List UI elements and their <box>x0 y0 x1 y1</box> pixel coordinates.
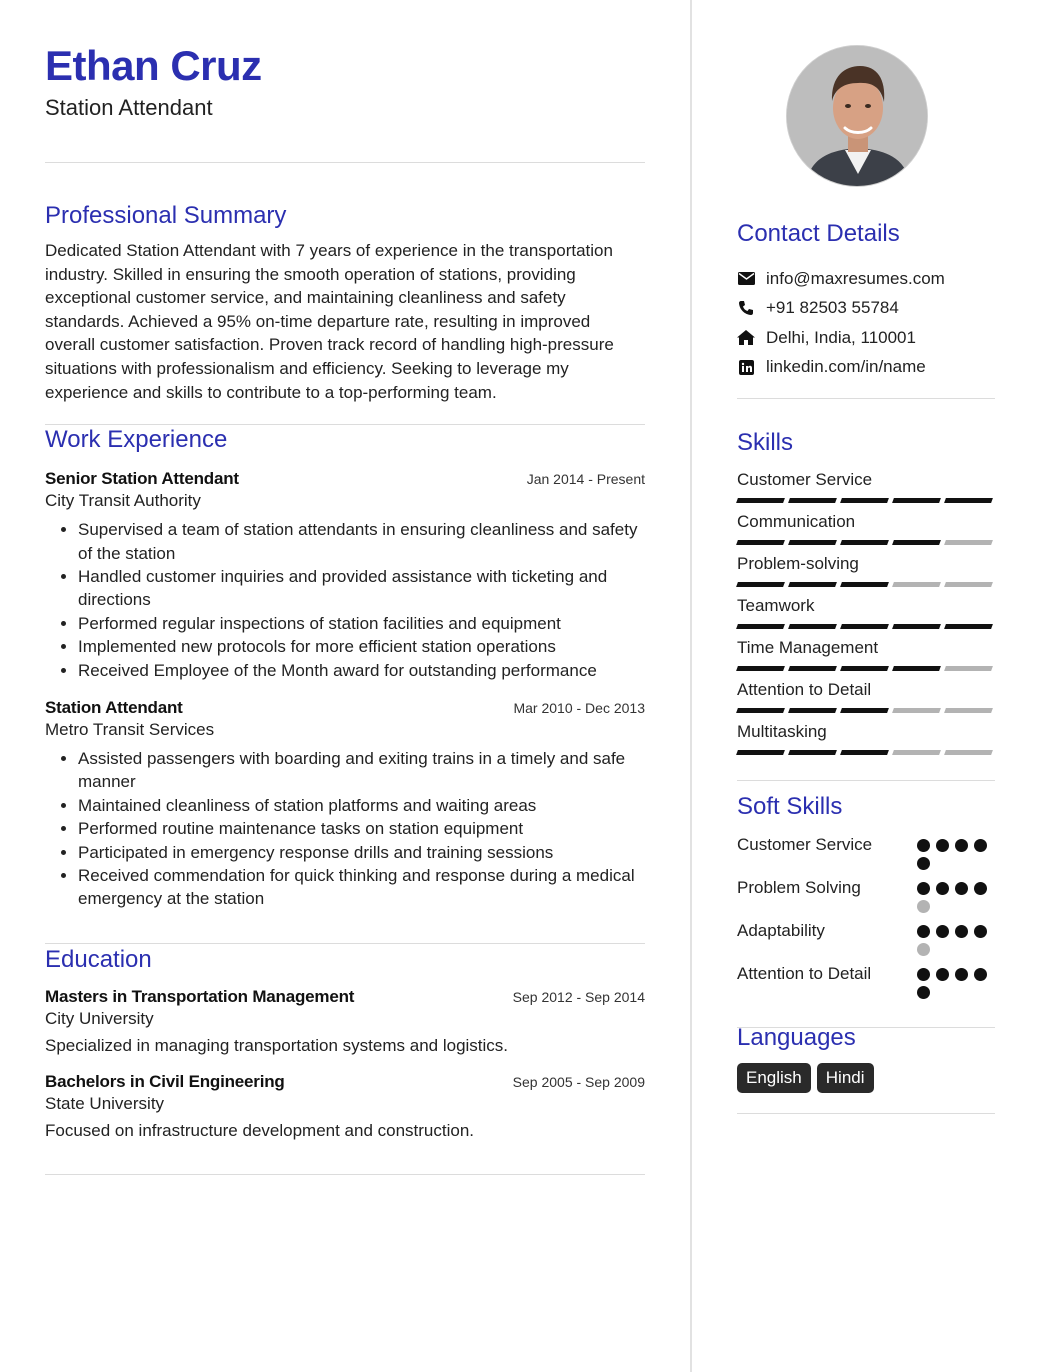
edu-degree: Bachelors in Civil Engineering <box>45 1071 285 1091</box>
skill-level-segment <box>944 582 993 587</box>
skill-item <box>737 553 995 587</box>
skills-divider <box>737 780 995 781</box>
soft-skill-level-dot <box>917 925 930 938</box>
job-bullet: • Participated in emergency response drills and training sessions <box>78 841 645 864</box>
skill-level-segment <box>736 750 785 755</box>
job-role: Station Attendant <box>45 698 183 717</box>
education-section <box>45 945 645 1141</box>
soft-skill-level-dot <box>917 986 930 999</box>
soft-skills-list <box>737 833 995 999</box>
skill-level-segment <box>840 498 889 503</box>
soft-skill-level-dot <box>974 839 987 852</box>
skills-section <box>737 428 995 781</box>
skill-level-segment <box>892 708 941 713</box>
contact-divider <box>737 398 995 399</box>
contact-email[interactable] <box>737 264 995 294</box>
summary-text: Dedicated Station Attendant with 7 years of experience in the transportation industry. Skilled in ensuring the smooth operation of stations, providing exceptional customer service, and maintaining cleanliness and safety standards. Achieved a 95% on-time departure rate, resulting in improved overall customer satisfaction. Proven track record of handling high-pressure situations with professionalism and efficiency. Seeking to leverage my experience and skills to contribute to a top-performing team. <box>45 241 614 402</box>
job-bullet: • Maintained cleanliness of station platforms and waiting areas <box>78 794 645 817</box>
contact-address-text: Delhi, India, 110001 <box>766 327 916 347</box>
soft-skill-name: Adaptability <box>737 921 825 940</box>
skill-level-segment <box>840 582 889 587</box>
education-entry <box>45 987 645 1056</box>
contact-address <box>737 323 995 353</box>
summary-section <box>45 201 645 404</box>
soft-skill-level-dot <box>955 882 968 895</box>
languages-divider <box>737 1113 995 1114</box>
education-entry <box>45 1072 645 1141</box>
contact-linkedin[interactable] <box>737 353 995 383</box>
edu-date: Sep 2005 - Sep 2009 <box>512 1073 645 1090</box>
profile-photo <box>786 45 928 187</box>
job-bullet: • Performed routine maintenance tasks on station equipment <box>78 817 645 840</box>
skill-level-segment <box>788 498 837 503</box>
job-bullet: • Received Employee of the Month award for outstanding performance <box>78 659 645 682</box>
job-bullet: • Received commendation for quick thinking and response during a medical emergency at the station <box>78 864 645 911</box>
envelope-icon <box>737 270 755 288</box>
soft-skill-name: Problem Solving <box>737 878 861 897</box>
skill-level-bars <box>737 582 995 587</box>
job-bullets <box>45 747 645 911</box>
soft-skill-level-dot <box>955 839 968 852</box>
skill-level-segment <box>892 666 941 671</box>
education-heading: Education <box>45 945 152 973</box>
skill-level-segment <box>840 708 889 713</box>
skill-level-segment <box>944 750 993 755</box>
edu-description: Focused on infrastructure development and construction. <box>45 1120 475 1140</box>
job-bullet: • Assisted passengers with boarding and exiting trains in a timely and safe manner <box>78 747 645 794</box>
edu-school: State University <box>45 1093 165 1113</box>
summary-heading: Professional Summary <box>45 202 287 229</box>
skill-level-segment <box>944 498 993 503</box>
contact-section <box>737 219 995 399</box>
soft-skill-level-dot <box>917 839 930 852</box>
soft-skill-level-dot <box>936 839 949 852</box>
skill-level-segment <box>788 624 837 629</box>
skill-level-segment <box>944 666 993 671</box>
job-bullet: • Handled customer inquiries and provided assistance with ticketing and directions <box>78 565 645 612</box>
skill-level-segment <box>788 666 837 671</box>
job-entry <box>45 469 645 682</box>
skill-name: Multitasking <box>737 722 827 741</box>
soft-skill-level-dot <box>955 925 968 938</box>
job-role: Senior Station Attendant <box>45 469 239 489</box>
skill-level-bars <box>737 666 995 671</box>
skill-level-segment <box>892 750 941 755</box>
skill-level-segment <box>892 624 941 629</box>
candidate-name: Ethan Cruz <box>45 42 262 89</box>
experience-section <box>45 425 645 911</box>
edu-school: City University <box>45 1008 154 1028</box>
contact-email-text: info@maxresumes.com <box>766 268 945 288</box>
skill-level-segment <box>840 624 889 629</box>
skill-item <box>737 511 995 545</box>
education-divider <box>45 1174 645 1175</box>
skill-level-segment <box>840 750 889 755</box>
skill-level-segment <box>892 498 941 503</box>
soft-skill-level-dot <box>936 925 949 938</box>
soft-skill-level-dot <box>917 900 930 913</box>
skill-level-segment <box>736 624 785 629</box>
soft-skill-level-dot <box>917 968 930 981</box>
job-date: Mar 2010 - Dec 2013 <box>513 700 645 716</box>
main-column <box>45 40 645 1175</box>
skill-level-bars <box>737 498 995 503</box>
soft-skill-level-dots <box>917 962 989 999</box>
languages-heading: Languages <box>737 1024 856 1051</box>
skill-level-segment <box>892 540 941 545</box>
skill-item <box>737 637 995 671</box>
soft-skill-level-dot <box>917 857 930 870</box>
soft-skill-level-dot <box>974 925 987 938</box>
experience-divider <box>45 943 645 944</box>
soft-skill-item <box>737 833 995 870</box>
soft-skills-heading: Soft Skills <box>737 793 843 820</box>
skill-level-bars <box>737 540 995 545</box>
skill-level-bars <box>737 750 995 755</box>
skill-level-segment <box>944 540 993 545</box>
contact-phone[interactable] <box>737 294 995 324</box>
contact-heading: Contact Details <box>737 220 900 247</box>
skill-name: Time Management <box>737 638 879 657</box>
soft-skill-level-dots <box>917 833 989 870</box>
edu-description: Specialized in managing transportation systems and logistics. <box>45 1035 509 1055</box>
skill-level-segment <box>788 582 837 587</box>
column-divider <box>690 0 692 1372</box>
job-bullet: • Implemented new protocols for more efficient station operations <box>78 635 645 658</box>
skill-level-segment <box>736 582 785 587</box>
job-company: Metro Transit Services <box>45 720 215 739</box>
skill-name: Customer Service <box>737 470 873 489</box>
skill-item <box>737 469 995 503</box>
skill-level-segment <box>788 750 837 755</box>
candidate-title: Station Attendant <box>45 95 213 120</box>
skill-level-segment <box>840 540 889 545</box>
skill-level-segment <box>736 666 785 671</box>
soft-skill-level-dot <box>974 968 987 981</box>
skill-name: Communication <box>737 512 856 531</box>
languages-list <box>737 1063 995 1093</box>
soft-skill-level-dot <box>917 943 930 956</box>
soft-skill-item <box>737 876 995 913</box>
soft-skill-level-dot <box>936 882 949 895</box>
skill-item <box>737 679 995 713</box>
skill-level-segment <box>944 624 993 629</box>
soft-skill-level-dot <box>955 968 968 981</box>
skill-item <box>737 721 995 755</box>
home-icon <box>737 329 755 347</box>
edu-date: Sep 2012 - Sep 2014 <box>512 988 645 1005</box>
language-chip: English <box>737 1063 811 1093</box>
skill-name: Teamwork <box>737 596 815 615</box>
profile-portrait-icon <box>787 46 928 187</box>
soft-skill-name: Attention to Detail <box>737 964 872 983</box>
skill-level-bars <box>737 708 995 713</box>
language-chip: Hindi <box>817 1063 874 1093</box>
skill-item <box>737 595 995 629</box>
languages-section <box>737 1023 995 1114</box>
skill-level-segment <box>788 540 837 545</box>
phone-icon <box>737 299 755 317</box>
job-entry <box>45 698 645 911</box>
job-bullets <box>45 518 645 682</box>
skill-level-segment <box>840 666 889 671</box>
job-bullet: • Supervised a team of station attendants in ensuring cleanliness and safety of the station <box>78 518 645 565</box>
skills-list <box>737 469 995 755</box>
edu-degree: Masters in Transportation Management <box>45 986 355 1006</box>
skill-level-segment <box>736 540 785 545</box>
soft-skill-level-dot <box>917 882 930 895</box>
experience-heading: Work Experience <box>45 426 228 454</box>
skill-level-bars <box>737 624 995 629</box>
soft-skill-level-dots <box>917 876 989 913</box>
soft-skill-level-dots <box>917 919 989 956</box>
skills-heading: Skills <box>737 429 794 456</box>
skill-level-segment <box>944 708 993 713</box>
skill-name: Attention to Detail <box>737 680 872 699</box>
linkedin-icon <box>737 358 755 376</box>
contact-phone-text: +91 82503 55784 <box>766 298 899 318</box>
contact-linkedin-text: linkedin.com/in/name <box>766 357 926 377</box>
soft-skill-level-dot <box>936 968 949 981</box>
soft-skill-level-dot <box>974 882 987 895</box>
skill-level-segment <box>788 708 837 713</box>
job-company: City Transit Authority <box>45 491 201 511</box>
skill-level-segment <box>736 708 785 713</box>
soft-skill-name: Customer Service <box>737 835 873 854</box>
skill-level-segment <box>892 582 941 587</box>
header-divider <box>45 162 645 163</box>
skill-level-segment <box>736 498 785 503</box>
soft-skill-item <box>737 962 995 999</box>
job-bullet: • Performed regular inspections of station facilities and equipment <box>78 612 645 635</box>
soft-skills-section <box>737 792 995 1028</box>
job-date: Jan 2014 - Present <box>526 471 645 488</box>
soft-skill-item <box>737 919 995 956</box>
skill-name: Problem-solving <box>737 554 859 573</box>
